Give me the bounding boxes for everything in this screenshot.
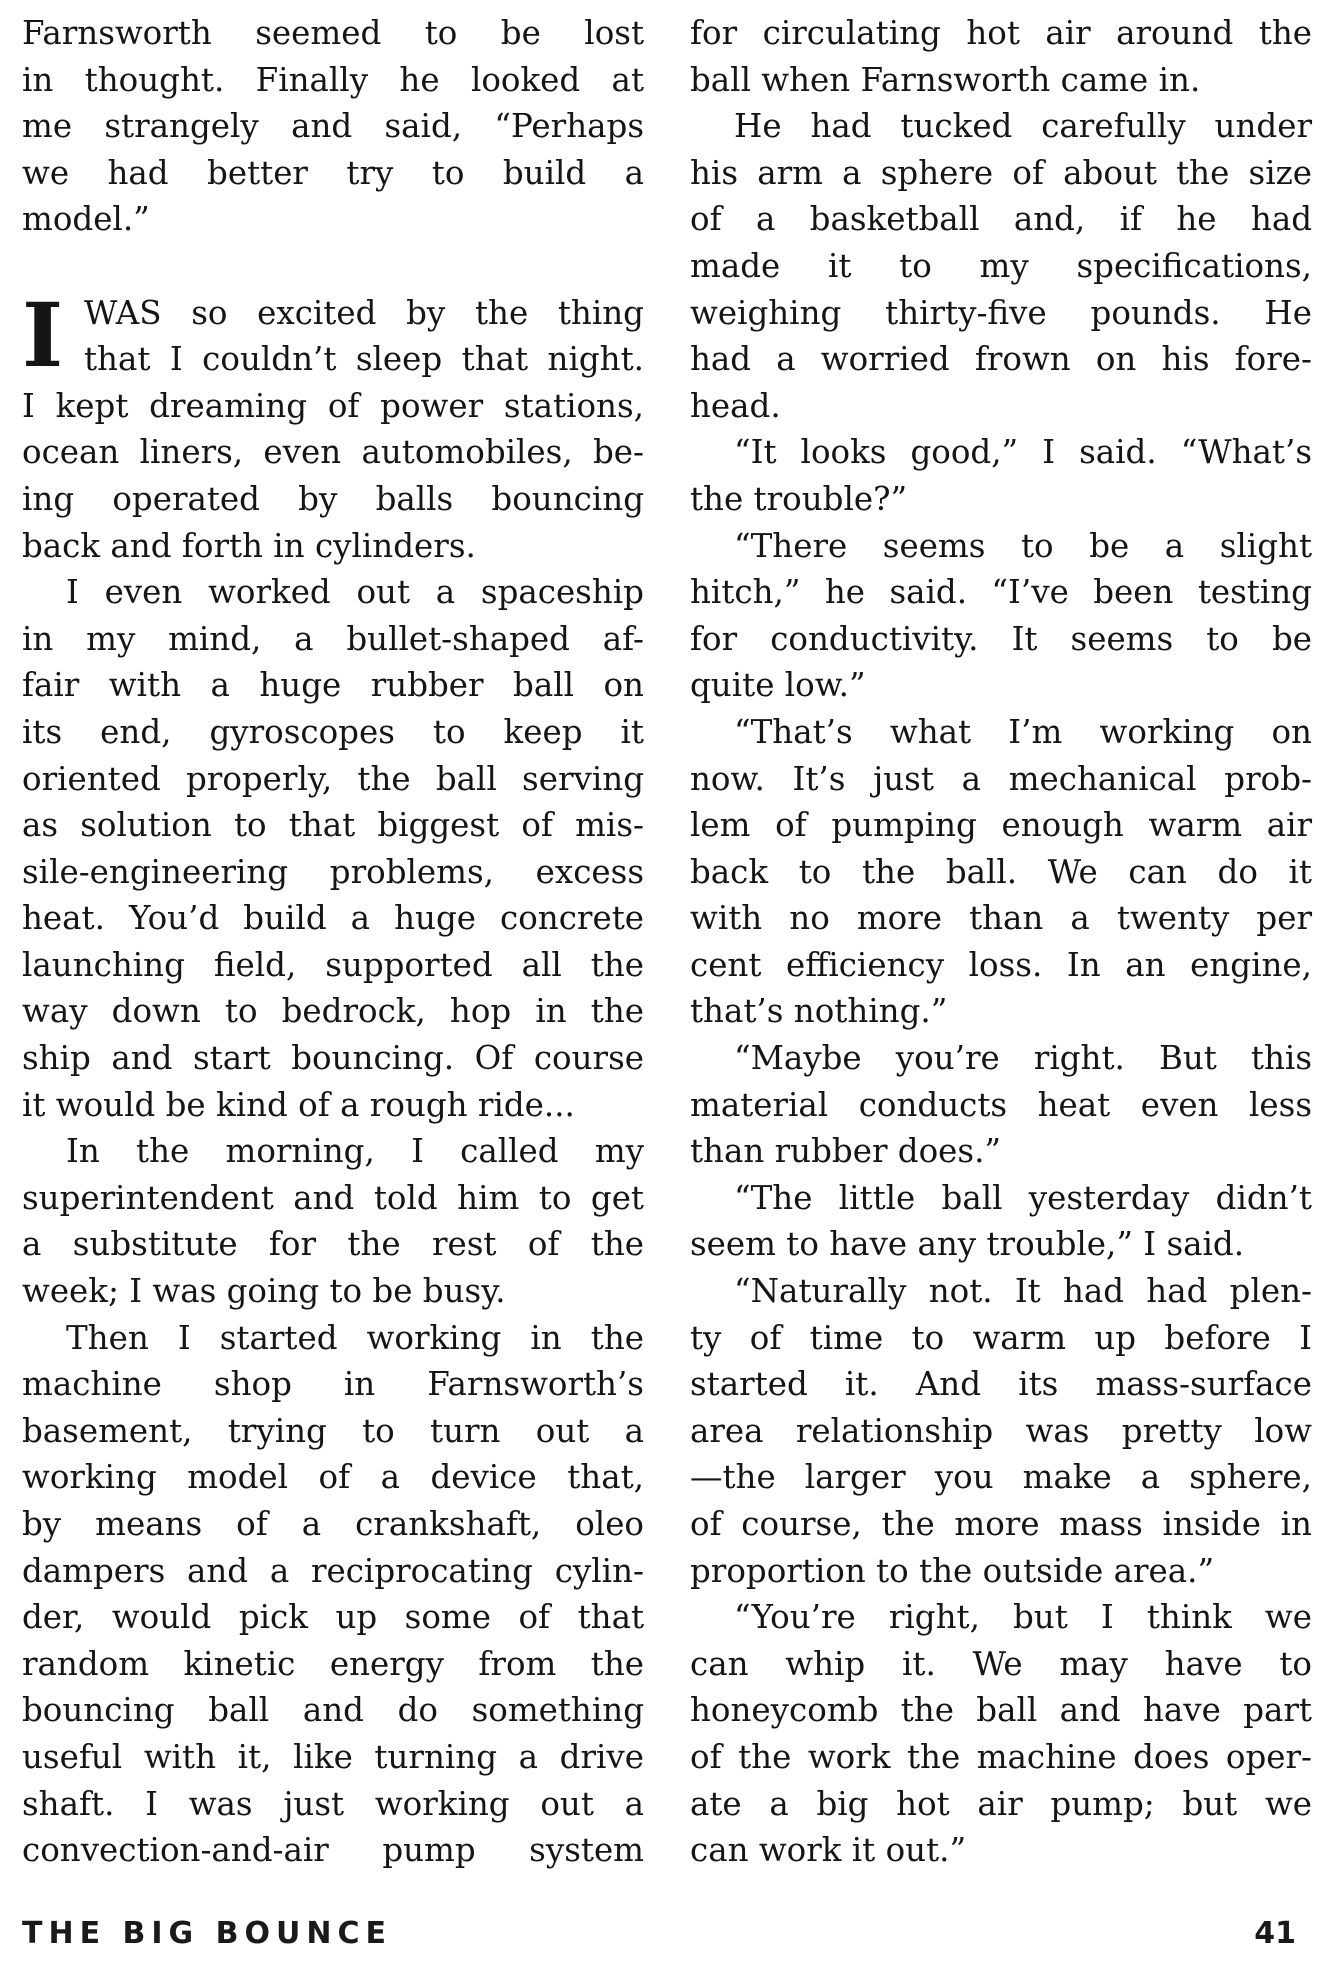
text-line: we had better try to build a bbox=[22, 153, 644, 192]
text-line: He had tucked carefully under bbox=[734, 107, 1312, 146]
text-line: with no more than a twenty per bbox=[690, 899, 1312, 938]
drop-cap: I bbox=[22, 282, 64, 387]
text-line: useful with it, like turning a drive bbox=[22, 1737, 644, 1776]
text-line: model.” bbox=[22, 200, 150, 239]
paragraph bbox=[690, 1268, 1312, 1594]
text-line: that’s nothing.” bbox=[690, 992, 948, 1031]
text-line: in my mind, a bullet-shaped af- bbox=[22, 619, 644, 658]
paragraph bbox=[22, 569, 644, 1128]
text-line: back and forth in cylinders. bbox=[22, 526, 476, 565]
text-line: can whip it. We may have to bbox=[690, 1644, 1312, 1683]
text-line: started it. And its mass-surface bbox=[690, 1365, 1312, 1404]
text-line: week; I was going to be busy. bbox=[22, 1272, 506, 1311]
text-line: head. bbox=[690, 386, 781, 425]
paragraph bbox=[22, 10, 644, 243]
text-line: back to the ball. We can do it bbox=[690, 852, 1312, 891]
text-line: in thought. Finally he looked at bbox=[22, 60, 644, 99]
text-line: area relationship was pretty low bbox=[690, 1411, 1312, 1450]
text-line: heat. You’d build a huge concrete bbox=[22, 899, 644, 938]
text-line: “You’re right, but I think we bbox=[734, 1598, 1312, 1637]
text-line: that I couldn’t sleep that night. bbox=[84, 340, 644, 379]
paragraph-continuation bbox=[22, 383, 644, 569]
text-line: weighing thirty-five pounds. He bbox=[690, 293, 1312, 332]
text-line: der, would pick up some of that bbox=[22, 1598, 644, 1637]
text-line: ing operated by balls bouncing bbox=[22, 479, 644, 518]
text-line: I even worked out a spaceship bbox=[66, 573, 644, 612]
text-line: dampers and a reciprocating cylin- bbox=[22, 1551, 644, 1590]
text-line: seem to have any trouble,” I said. bbox=[690, 1225, 1245, 1264]
text-line: its end, gyroscopes to keep it bbox=[22, 712, 644, 751]
paragraph bbox=[690, 1175, 1312, 1268]
text-line: a substitute for the rest of the bbox=[22, 1225, 644, 1264]
text-line: ocean liners, even automobiles, be- bbox=[22, 433, 644, 472]
text-line: “Maybe you’re right. But this bbox=[734, 1039, 1312, 1078]
text-line: “That’s what I’m working on bbox=[734, 712, 1312, 751]
text-line: ship and start bouncing. Of course bbox=[22, 1039, 644, 1078]
paragraph bbox=[22, 1128, 644, 1314]
text-line: material conducts heat even less bbox=[690, 1085, 1312, 1124]
paragraph bbox=[22, 1315, 644, 1874]
text-line: Farnsworth seemed to be lost bbox=[22, 14, 644, 52]
dropcap-lines bbox=[22, 282, 644, 387]
text-line: basement, trying to turn out a bbox=[22, 1411, 644, 1450]
text-line: “The little ball yesterday didn’t bbox=[734, 1178, 1312, 1217]
text-line: WAS so excited by the thing bbox=[84, 293, 644, 332]
text-line: than rubber does.” bbox=[690, 1132, 1002, 1171]
paragraph bbox=[690, 709, 1312, 1035]
text-line: —the larger you make a sphere, bbox=[690, 1458, 1312, 1497]
text-line: machine shop in Farnsworth’s bbox=[22, 1365, 644, 1404]
page-footer bbox=[22, 1916, 1318, 1956]
text-line: of the work the machine does oper- bbox=[690, 1737, 1312, 1776]
text-line: shaft. I was just working out a bbox=[22, 1784, 644, 1823]
text-line: “It looks good,” I said. “What’s bbox=[734, 433, 1312, 472]
text-line: the trouble?” bbox=[690, 479, 908, 518]
right-column bbox=[690, 10, 1312, 1874]
paragraph bbox=[690, 103, 1312, 429]
text-line: for circulating hot air around the bbox=[690, 14, 1312, 52]
paragraph bbox=[690, 1035, 1312, 1175]
text-line: of a basketball and, if he had bbox=[690, 200, 1312, 239]
text-line: ty of time to warm up before I bbox=[690, 1318, 1312, 1357]
text-line: superintendent and told him to get bbox=[22, 1178, 644, 1217]
text-line: of course, the more mass inside in bbox=[690, 1505, 1312, 1543]
text-line: can work it out.” bbox=[690, 1831, 967, 1870]
text-line: bouncing ball and do something bbox=[22, 1691, 644, 1730]
left-column bbox=[22, 10, 644, 1874]
paragraph bbox=[690, 523, 1312, 709]
text-line: I kept dreaming of power stations, bbox=[22, 386, 644, 425]
paragraph bbox=[690, 1594, 1312, 1874]
text-line: by means of a crankshaft, oleo bbox=[22, 1505, 644, 1543]
text-line: lem of pumping enough warm air bbox=[690, 806, 1312, 845]
text-line: ate a big hot air pump; but we bbox=[690, 1784, 1312, 1823]
text-line: proportion to the outside area.” bbox=[690, 1551, 1215, 1590]
dropcap-paragraph bbox=[22, 282, 644, 570]
text-line: convection-and-air pump system bbox=[22, 1831, 644, 1870]
text-line: Then I started working in the bbox=[66, 1318, 644, 1357]
text-line: ball when Farnsworth came in. bbox=[690, 60, 1201, 99]
section-break bbox=[22, 243, 644, 290]
text-line: In the morning, I called my bbox=[66, 1132, 644, 1171]
text-line: oriented properly, the ball serving bbox=[22, 759, 644, 798]
text-line: it would be kind of a rough ride... bbox=[22, 1085, 575, 1124]
text-line: way down to bedrock, hop in the bbox=[22, 992, 644, 1031]
running-title: THE BIG BOUNCE bbox=[22, 1916, 392, 1951]
text-line: made it to my specifications, bbox=[690, 246, 1312, 285]
text-line: had a worried frown on his fore- bbox=[690, 340, 1312, 379]
paragraph bbox=[690, 429, 1312, 522]
paragraph bbox=[690, 10, 1312, 103]
page-number: 41 bbox=[1254, 1916, 1296, 1951]
text-line: hitch,” he said. “I’ve been testing bbox=[690, 573, 1312, 612]
text-line: “Naturally not. It had had plen- bbox=[734, 1272, 1312, 1311]
text-line: random kinetic energy from the bbox=[22, 1644, 644, 1683]
text-line: honeycomb the ball and have part bbox=[690, 1691, 1312, 1730]
text-line: quite low.” bbox=[690, 666, 866, 705]
text-line: sile-engineering problems, excess bbox=[22, 852, 644, 891]
text-line: “There seems to be a slight bbox=[734, 526, 1312, 565]
text-line: working model of a device that, bbox=[22, 1458, 644, 1497]
text-line: for conductivity. It seems to be bbox=[690, 619, 1312, 658]
text-line: cent efficiency loss. In an engine, bbox=[690, 945, 1312, 984]
text-line: his arm a sphere of about the size bbox=[690, 153, 1312, 192]
text-line: as solution to that biggest of mis- bbox=[22, 806, 644, 845]
text-line: now. It’s just a mechanical prob- bbox=[690, 759, 1312, 798]
text-line: launching field, supported all the bbox=[22, 945, 644, 984]
text-line: fair with a huge rubber ball on bbox=[22, 666, 644, 705]
text-line: me strangely and said, “Perhaps bbox=[22, 107, 644, 146]
